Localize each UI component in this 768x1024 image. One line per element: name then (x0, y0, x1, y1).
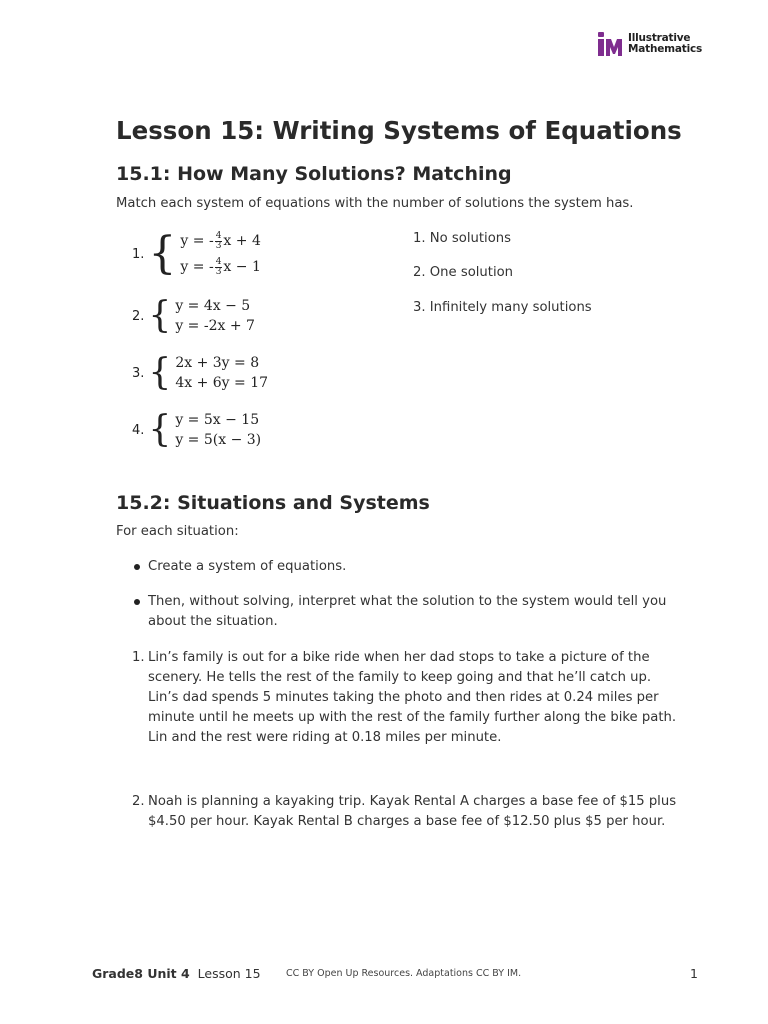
footer-lesson: Lesson 15 (197, 966, 261, 981)
system-brace: { (148, 295, 172, 336)
equation-2: y = -2x + 7 (175, 318, 255, 334)
problem-2-text: Noah is planning a kayaking trip. Kayak Rental A charges a base fee of $15 plus $4.50 per hour. Kayak Rental B charges a base fee of $12.50 plus $5 per hour. (148, 794, 677, 829)
equation-2: y = 5(x − 3) (175, 432, 262, 448)
system-label: 2. (132, 308, 145, 324)
logo-line1: Illustrative (628, 32, 691, 44)
section-title-15-2: 15.2: Situations and Systems (116, 492, 430, 514)
section2-intro: For each situation: (116, 524, 239, 539)
problem-label: 1. (132, 650, 145, 665)
system-label: 3. (132, 365, 145, 381)
logo-wordmark (628, 33, 702, 55)
bullet-item-1: Create a system of equations. (148, 559, 347, 574)
bullet-item-2: Then, without solving, interpret what the solution to the system would tell you about the situation. (148, 594, 667, 629)
problem-1-text: Lin’s family is out for a bike ride when her dad stops to take a picture of the scenery. He tells the rest of the family to keep going and that he’ll catch up. Lin’s dad spends 5 minutes taking the photo and then rides at 0.24 miles per minute until he meets up with the rest of the family further along the bike path. Lin and the rest were riding at 0.18 miles per minute. (148, 650, 677, 745)
im-logo (598, 32, 702, 56)
system-2 (132, 296, 255, 336)
equation-1: y = 4x − 5 (175, 298, 251, 314)
system-label: 4. (132, 422, 145, 438)
system-equations (180, 228, 260, 280)
option-one-solution: 2. One solution (413, 265, 514, 280)
system-brace: { (148, 352, 172, 393)
system-brace: { (148, 228, 177, 279)
equation-2: 4x + 6y = 17 (175, 375, 269, 391)
section-title-15-1: 15.1: How Many Solutions? Matching (116, 163, 512, 185)
bullet-dot (134, 599, 140, 605)
system-brace: { (148, 409, 172, 450)
footer-license: CC BY Open Up Resources. Adaptations CC BY IM. (286, 968, 522, 979)
system-equations (175, 296, 255, 336)
bullet-dot (134, 564, 140, 570)
system-equations (175, 353, 268, 393)
logo-i-glyph (598, 39, 604, 56)
system-3 (132, 353, 268, 393)
equation-2: y = - $\frac{4}{3}$ x − 1 (180, 256, 261, 277)
im-logo-mark (598, 32, 622, 56)
logo-m-glyph (606, 39, 622, 56)
footer-grade-unit: Grade8 Unit 4 (92, 966, 190, 981)
option-infinitely-many: 3. Infinitely many solutions (413, 300, 592, 315)
footer-grade-lesson (92, 966, 261, 981)
equation-1: y = - $\frac{4}{3}$ x + 4 (180, 230, 261, 251)
system-equations (175, 410, 261, 450)
option-no-solutions: 1. No solutions (413, 231, 511, 246)
logo-line2: Mathematics (628, 43, 703, 55)
lesson-title: Lesson 15: Writing Systems of Equations (116, 116, 682, 145)
system-1 (132, 228, 261, 280)
system-label: 1. (132, 246, 145, 262)
section1-instruction: Match each system of equations with the number of solutions the system has. (116, 196, 634, 211)
equation-1: y = 5x − 15 (175, 412, 260, 428)
equation-1: 2x + 3y = 8 (175, 355, 260, 371)
problem-label: 2. (132, 794, 145, 809)
system-4 (132, 410, 261, 450)
page-number: 1 (690, 966, 698, 981)
